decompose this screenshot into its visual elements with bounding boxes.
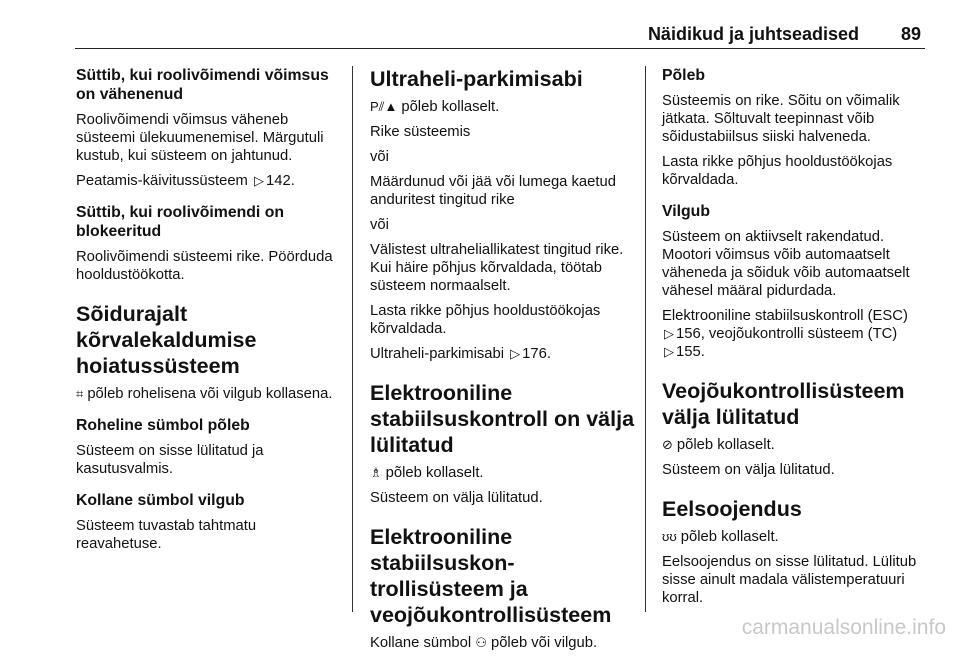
section-heading: Põleb xyxy=(662,67,706,84)
page-header xyxy=(75,24,925,49)
parking-assist-icon: P⫽▲ xyxy=(370,99,398,114)
section-heading: Süttib, kui roolivõimendi on blokeeritud xyxy=(76,204,284,240)
paragraph: Määrdunud või jää või lumega kaetud anduritest tingitud rike xyxy=(370,174,616,208)
paragraph: Lasta rikke põhjus hooldustöökojas kõrvaldada. xyxy=(662,154,893,188)
esc-off-icon: ♗ xyxy=(370,465,382,480)
paragraph: Peatamis-käivitussüsteem ▷ 142. xyxy=(76,173,295,189)
paragraph: või xyxy=(370,149,389,165)
paragraph: ʊʊ põleb kollaselt. xyxy=(662,529,779,545)
paragraph: Lasta rikke põhjus hooldustöökojas kõrvaldada. xyxy=(370,303,601,337)
column-left xyxy=(76,66,338,560)
page-ref-icon: ▷ xyxy=(664,326,674,341)
paragraph: Rike süsteemis xyxy=(370,124,471,140)
chapter-heading: Eelsoojendus xyxy=(662,497,802,521)
paragraph: Eelsoojendus on sisse lülitatud. Lülitub sisse ainult madala välistemperatuuri korral. xyxy=(662,554,917,606)
page-title: Näidikud ja juhtseadised xyxy=(647,24,859,44)
section-heading: Roheline sümbol põleb xyxy=(76,417,250,434)
column-divider xyxy=(645,66,646,612)
paragraph: Elektrooniline stabiilsuskontroll (ESC) ▷ 156, veojõukontrolli süsteem (TC) ▷ 155. xyxy=(662,308,908,360)
page-ref-icon: ▷ xyxy=(254,173,264,188)
paragraph: Süsteem on välja lülitatud. xyxy=(370,490,543,506)
column-right xyxy=(662,66,932,614)
page-ref-icon: ▷ xyxy=(664,344,674,359)
chapter-heading: Elektrooniline stabiilsuskontroll on välja lülitatud xyxy=(370,381,635,457)
paragraph: Süsteem on sisse lülitatud ja kasutusvalmis. xyxy=(76,443,264,477)
paragraph: ⊘ põleb kollaselt. xyxy=(662,437,775,453)
paragraph: P⫽▲ põleb kollaselt. xyxy=(370,99,500,115)
chapter-heading: Ultraheli-parkimisabi xyxy=(370,67,583,91)
section-heading: Vilgub xyxy=(662,203,710,220)
paragraph: Roolivõimendi võimsus väheneb süsteemi ülekuumenemisel. Märgutuli kustub, kui süsteem on jahtunud. xyxy=(76,112,324,164)
section-heading: Kollane sümbol vilgub xyxy=(76,492,245,509)
paragraph: Süsteem on välja lülitatud. xyxy=(662,462,835,478)
paragraph: Süsteemis on rike. Sõitu on võimalik jätkata. Sõltuvalt teepinnast võib sõidustabiilsus siiski halveneda. xyxy=(662,93,900,145)
column-middle xyxy=(370,66,638,659)
paragraph: Ultraheli-parkimisabi ▷ 176. xyxy=(370,346,551,362)
watermark: carmanualsonline.info xyxy=(741,616,946,639)
paragraph: Roolivõimendi süsteemi rike. Pöörduda hooldustöökotta. xyxy=(76,249,333,283)
paragraph: Süsteem on aktiivselt rakendatud. Mootori võimsus võib automaatselt väheneda ja sõiduk võib automaatselt vähesel määral pidurdada. xyxy=(662,229,910,299)
preheat-icon: ʊʊ xyxy=(662,529,677,544)
paragraph: Süsteem tuvastab tahtmatu reavahetuse. xyxy=(76,518,257,552)
paragraph: ⌗ põleb rohelisena või vilgub kollasena. xyxy=(76,386,333,402)
paragraph: Kollane sümbol ⚇ põleb või vilgub. xyxy=(370,635,598,651)
page-number: 89 xyxy=(900,24,921,44)
section-heading: Süttib, kui roolivõimendi võimsus on vähenenud xyxy=(76,67,329,103)
esc-icon: ⚇ xyxy=(475,635,487,650)
traction-control-off-icon: ⊘ xyxy=(662,437,673,452)
chapter-heading: Sõidurajalt kõrvalekaldumise hoiatussüsteem xyxy=(76,302,257,378)
paragraph: või xyxy=(370,217,389,233)
page-ref-icon: ▷ xyxy=(510,346,521,361)
chapter-heading: Elektrooniline stabiilsuskontrollisüsteem ja veojõukontrollisüsteem xyxy=(370,525,612,627)
paragraph: Välistest ultraheliallikatest tingitud rike. Kui häire põhjus kõrvaldada, töötab süsteem normaalselt. xyxy=(370,242,624,294)
paragraph: ♗ põleb kollaselt. xyxy=(370,465,484,481)
chapter-heading: Veojõukontrollisüsteem välja lülitatud xyxy=(662,379,905,429)
lane-departure-icon: ⌗ xyxy=(76,386,84,401)
column-divider xyxy=(352,66,353,612)
